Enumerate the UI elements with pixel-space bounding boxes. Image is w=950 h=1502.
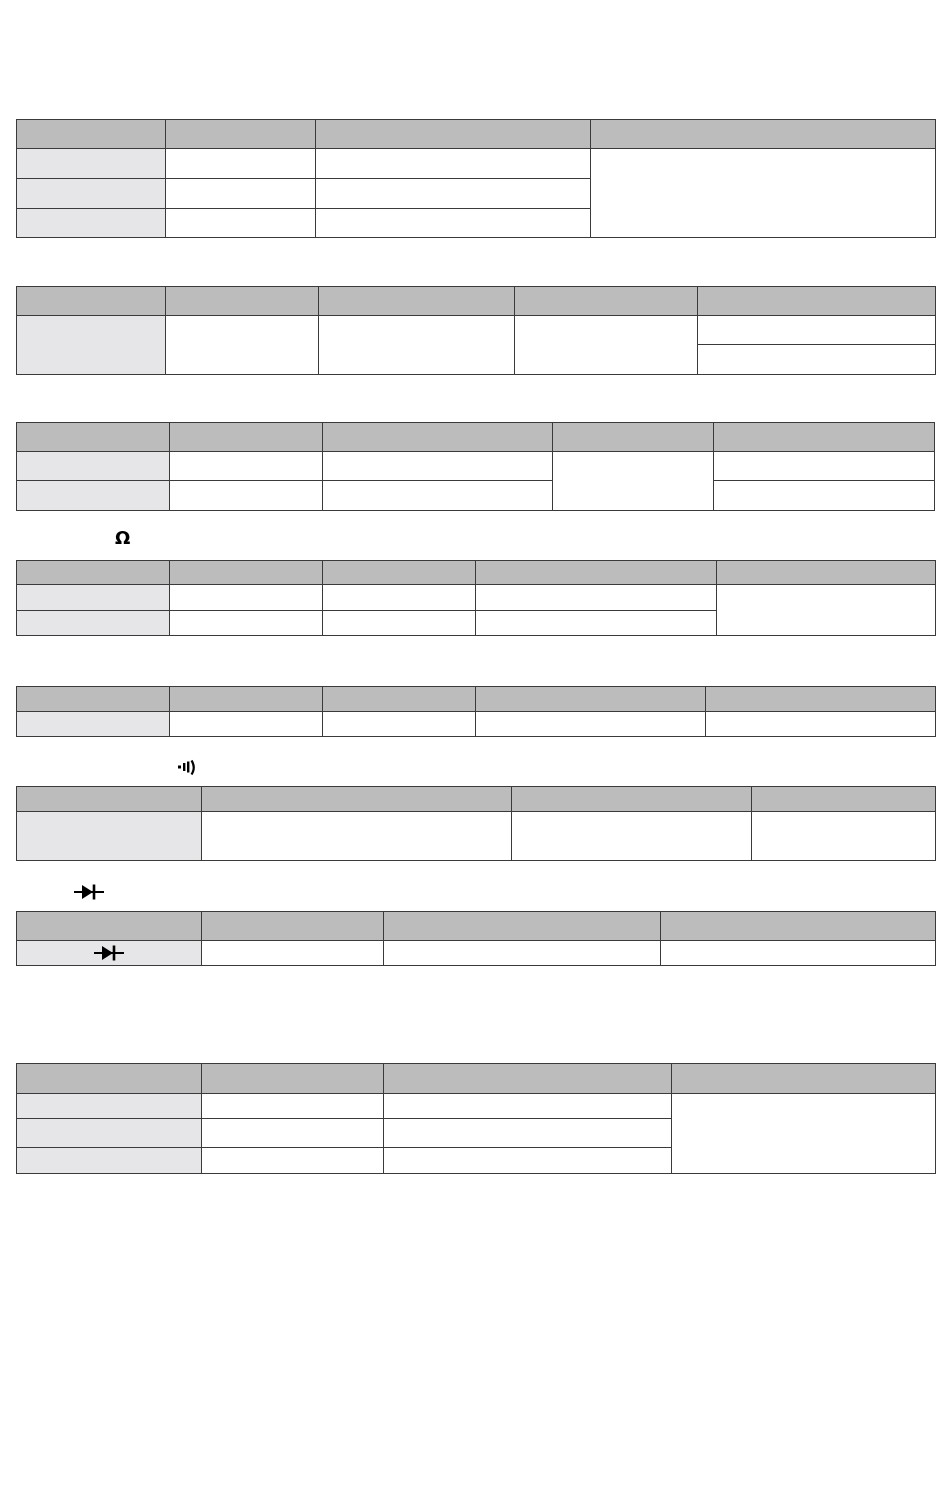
spec-table-8 xyxy=(16,1063,936,1174)
spec-table-4 xyxy=(16,560,936,636)
table-row xyxy=(17,812,936,861)
continuity-buzzer-icon xyxy=(177,759,197,776)
table-header-row xyxy=(17,912,936,941)
table-row xyxy=(17,941,936,966)
spec-table-3 xyxy=(16,422,935,511)
spec-table-2 xyxy=(16,286,936,375)
table-row xyxy=(17,452,935,481)
spec-table-5 xyxy=(16,686,936,737)
diode-icon xyxy=(74,883,104,901)
table-header-row xyxy=(17,687,936,712)
table-header-row xyxy=(17,287,936,316)
spec-table-1 xyxy=(16,119,936,238)
spec-table-7 xyxy=(16,911,936,966)
spec-table-6 xyxy=(16,786,936,861)
diode-label-cell xyxy=(17,941,202,966)
table-header-row xyxy=(17,561,936,585)
table-header-row xyxy=(17,787,936,812)
table-row xyxy=(17,1094,936,1119)
table-row xyxy=(17,316,936,345)
table-header-row xyxy=(17,120,936,149)
table-row xyxy=(17,712,936,737)
table-header-row xyxy=(17,1064,936,1094)
table-header-row xyxy=(17,423,935,452)
resistance-ohm-symbol: Ω xyxy=(115,528,131,549)
diode-icon xyxy=(94,944,124,962)
table-row xyxy=(17,149,936,179)
table-row xyxy=(17,481,935,511)
table-row xyxy=(17,585,936,611)
